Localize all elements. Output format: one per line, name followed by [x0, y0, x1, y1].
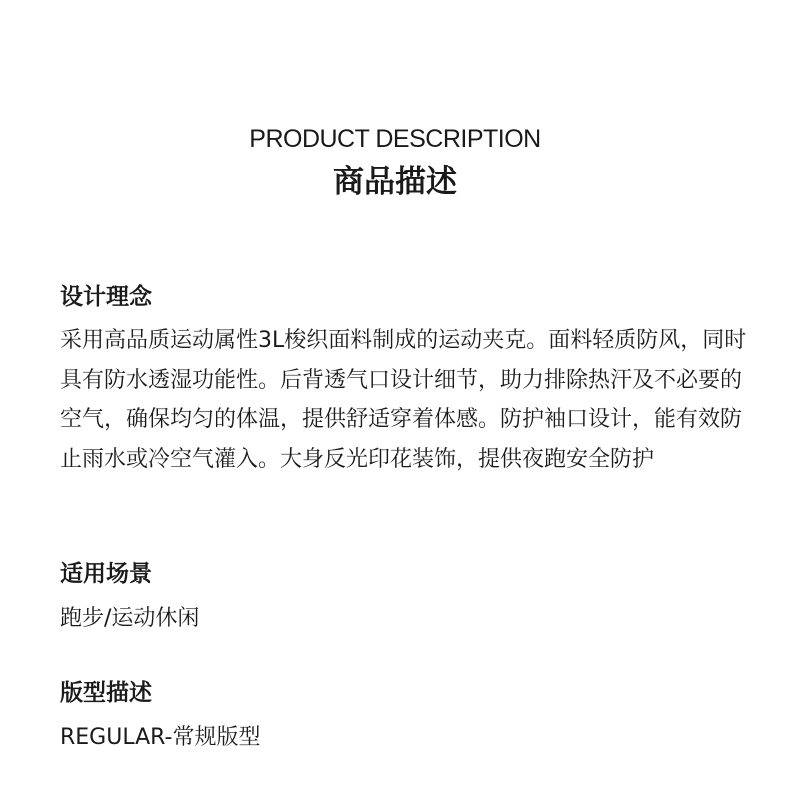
fit-description-text: REGULAR-常规版型 [60, 725, 261, 750]
usage-scenario-heading: 适用场景 [60, 561, 152, 587]
fit-description-section [60, 678, 760, 758]
design-concept-text: 采用高品质运动属性3L梭织面料制成的运动夹克。面料轻质防风，同时具有防水透湿功能性。后背透气口设计细节，助力排除热汗及不必要的空气，确保均匀的体温，提供舒适穿着体感。防护袖口设计，能有效防止雨水或冷空气灌入。大身反光印花装饰，提供夜跑安全防护 [60, 328, 747, 472]
design-concept-heading: 设计理念 [60, 284, 152, 310]
page-title-chinese: 商品描述 [333, 164, 457, 200]
fit-description-heading: 版型描述 [60, 680, 152, 706]
page-title-english: PRODUCT DESCRIPTION [249, 125, 541, 153]
page-header [0, 122, 790, 204]
usage-scenario-text: 跑步/运动休闲 [60, 606, 200, 631]
design-concept-section [60, 282, 760, 479]
usage-scenario-section [60, 559, 760, 639]
